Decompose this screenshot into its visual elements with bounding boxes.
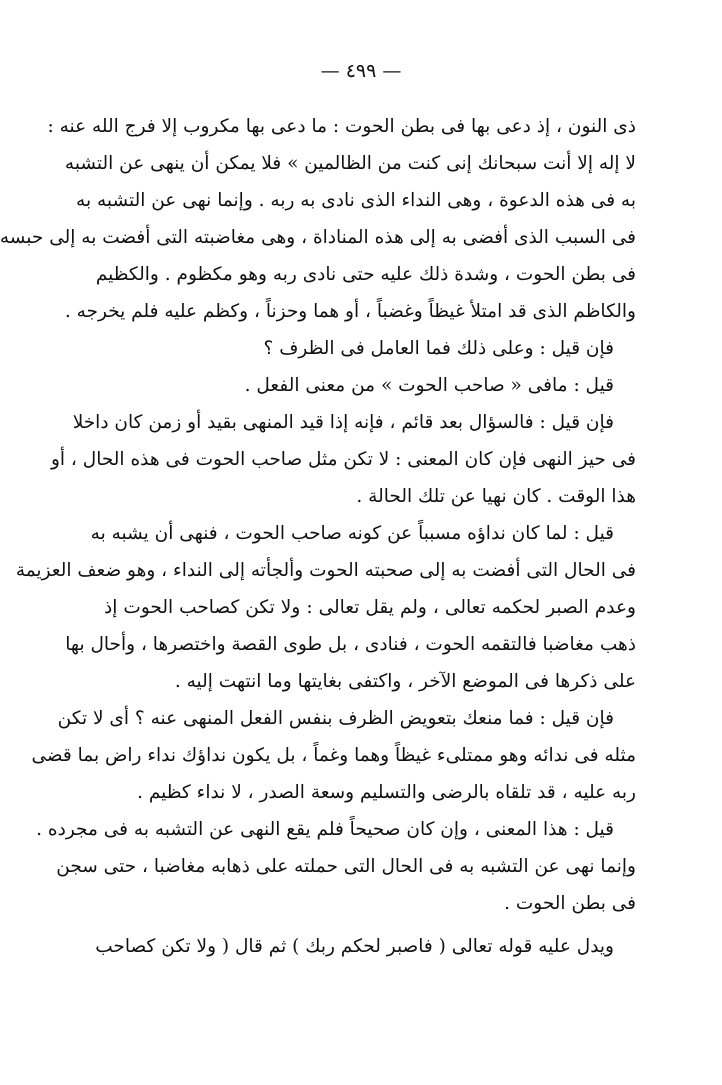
text-line: والكاظم الذى قد امتلأ غيظاً وغضباً ، أو هما وحزناً ، وكظم عليه فلم يخرجه . [64,301,636,322]
body-text [0,108,636,965]
text-line: فى الحال التى أفضت به إلى صحبته الحوت وألجأته إلى النداء ، وهو ضعف العزيمة [15,560,636,581]
text-line: ربه عليه ، قد تلقاه بالرضى والتسليم وسعة الصدر ، لا نداء كظيم . [137,782,636,803]
page-number: — ٤٩٩ — [320,60,402,82]
text-line: وإنما نهى عن التشبه به فى الحال التى حملته على ذهابه مغاضبا ، حتى سجن [56,856,636,877]
text-line: فى السبب الذى أفضى به إلى هذه المناداة ، وهى مغاضبته التى أفضت به إلى حبسه [0,227,636,248]
text-line: قيل : لما كان نداؤه مسبباً عن كونه صاحب الحوت ، فنهى أن يشبه به [90,523,614,544]
text-line: فى بطن الحوت ، وشدة ذلك عليه حتى نادى ربه وهو مكظوم . والكظيم [95,264,636,285]
text-line: قيل : مافى « صاحب الحوت » من معنى الفعل . [244,375,614,396]
text-line: على ذكرها فى الموضع الآخر ، واكتفى بغايتها وما انتهت إليه . [174,671,636,692]
text-line: قيل : هذا المعنى ، وإن كان صحيحاً فلم يقع النهى عن التشبه به فى مجرده . [36,819,614,840]
text-line: مثله فى ندائه وهو ممتلىء غيظاً وهما وغماً ، بل يكون نداؤك نداء راض بما قضى [31,745,636,766]
text-line: به فى هذه الدعوة ، وهى النداء الذى نادى به ربه . وإنما نهى عن التشبه به [76,190,636,211]
text-line: ذهب مغاضبا فالتقمه الحوت ، فنادى ، بل طوى القصة واختصرها ، وأحال بها [65,634,636,655]
text-line: فى بطن الحوت . [504,893,636,914]
text-line: ذى النون ، إذ دعى بها فى بطن الحوت : ما دعى بها مكروب إلا فرج الله عنه : [47,116,636,137]
text-line: فإن قيل : وعلى ذلك فما العامل فى الظرف ؟ [263,338,614,359]
text-line: لا إله إلا أنت سبحانك إنى كنت من الظالمين » فلا يمكن أن ينهى عن التشبه [64,153,636,174]
text-line: وعدم الصبر لحكمه تعالى ، ولم يقل تعالى : ولا تكن كصاحب الحوت إذ [104,597,636,618]
text-line: فإن قيل : فما منعك بتعويض الظرف بنفس الفعل المنهى عنه ؟ أى لا تكن [57,708,614,729]
text-line: فى حيز النهى فإن كان المعنى : لا تكن مثل صاحب الحوت فى هذه الحال ، أو [50,449,636,470]
text-line: فإن قيل : فالسؤال بعد قائم ، فإنه إذا قيد المنهى بقيد أو زمن كان داخلا [72,412,614,433]
text-line: ويدل عليه قوله تعالى ( فاصبر لحكم ربك ) ثم قال ( ولا تكن كصاحب [95,936,614,957]
text-line: هذا الوقت . كان نهيا عن تلك الحالة . [356,486,636,507]
